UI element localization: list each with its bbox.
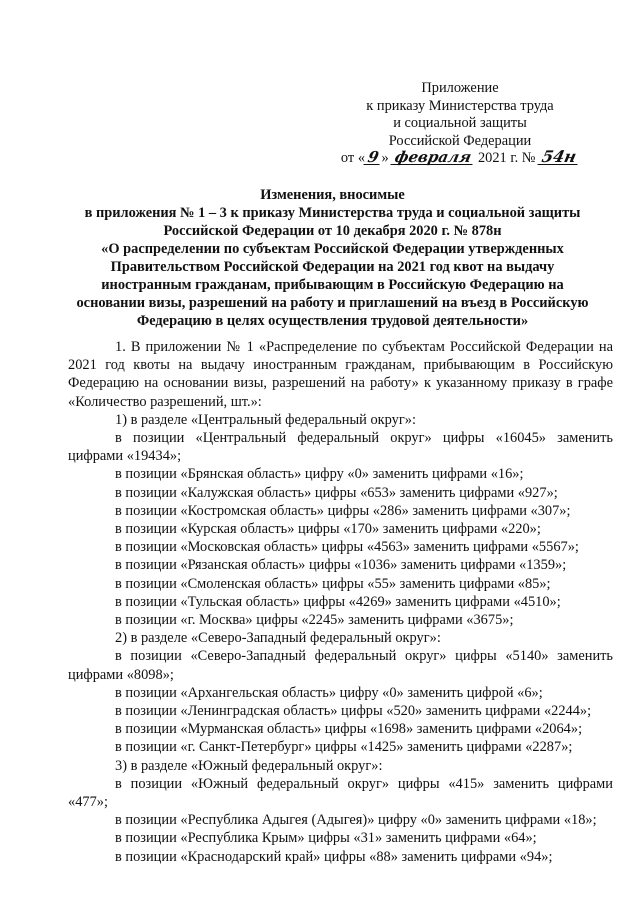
title-line-7: основании визы, разрешений на работу и приглашений на въезд в Российскую (76, 295, 589, 311)
title-line-6: иностранным гражданам, прибывающим в Российскую Федерацию на (101, 277, 564, 293)
date-mid: » (381, 150, 389, 166)
section-total-south: в позиции «Южный федеральный округ» цифры «415» заменить цифрами «477»; (68, 775, 613, 811)
approval-line-3: и социальной защиты (393, 115, 527, 131)
title-line-3: Российской Федерации от 10 декабря 2020 г. № 878н (163, 223, 502, 239)
section-total-northwest: в позиции «Северо-Западный федеральный округ» цифры «5140» заменить цифрами «8098»; (68, 648, 613, 683)
approval-line-2: к приказу Министерства труда (366, 97, 554, 114)
title-line-2: в приложения № 1 – 3 к приказу Министерства труда и социальной защиты (84, 205, 581, 221)
title-line-4: «О распределении по субъектам Российской Федерации утвержденных (101, 241, 564, 257)
section-heading-northwest: 2) в разделе «Северо-Западный федеральный округ»: (115, 630, 441, 647)
date-year: 2021 г. № (477, 150, 536, 166)
list-item: в позиции «Ленинградская область» цифры «520» заменить цифрами «2244»; (115, 703, 592, 720)
list-item: в позиции «Смоленская область» цифры «55» заменить цифрами «85»; (115, 575, 551, 592)
list-item: в позиции «Краснодарский край» цифры «88» заменить цифрами «94»; (115, 848, 553, 865)
list-item: в позиции «Рязанская область» цифры «1036» заменить цифрами «1359»; (115, 557, 567, 574)
handwritten-day: 9 (363, 150, 383, 165)
title-line-1: Изменения, вносимые (260, 187, 405, 203)
handwritten-month: февраля (391, 150, 476, 165)
list-item: в позиции «Мурманская область» цифры «1698» заменить цифрами «2064»; (115, 721, 583, 738)
section-heading-south: 3) в разделе «Южный федеральный округ»: (115, 757, 383, 774)
list-item: в позиции «Калужская область» цифры «653» заменить цифрами «927»; (115, 484, 558, 501)
approval-date-line (330, 147, 590, 168)
title-line-8: Федерацию в целях осуществления трудовой деятельности» (136, 313, 529, 329)
approval-block (330, 80, 590, 168)
list-item: в позиции «Республика Адыгея (Адыгея)» цифру «0» заменить цифрами «18»; (115, 812, 597, 829)
list-item: в позиции «Костромская область» цифры «286» заменить цифрами «307»; (115, 502, 571, 519)
list-item: в позиции «Курская область» цифры «170» заменить цифрами «220»; (115, 521, 541, 538)
list-item: в позиции «г. Санкт-Петербург» цифры «1425» заменить цифрами «2287»; (115, 739, 573, 756)
approval-line-1: Приложение (421, 80, 499, 96)
section-total-central: в позиции «Центральный федеральный округ» цифры «16045» заменить цифрами «19434»; (68, 430, 613, 465)
list-item: в позиции «Тульская область» цифры «4269» заменить цифрами «4510»; (115, 593, 561, 610)
list-item: в позиции «Московская область» цифры «4563» заменить цифрами «5567»; (115, 539, 579, 556)
list-item: в позиции «Брянская область» цифру «0» заменить цифрами «16»; (115, 466, 524, 483)
list-item: в позиции «Республика Крым» цифры «31» заменить цифрами «64»; (115, 830, 537, 847)
date-prefix: от « (340, 150, 366, 166)
approval-line-4: Российской Федерации (388, 132, 532, 149)
paragraph-1: 1. В приложении № 1 «Распределение по субъектам Российской Федерации на 2021 год квоты на выдачу иностранным гражданам, прибывающим в Российскую Федерацию на основании визы, разрешений на работу» к указанному приказу в графе «Количество разрешений, шт.»: (68, 339, 613, 410)
handwritten-order-number: 54н (538, 150, 581, 165)
document-title (60, 186, 605, 330)
section-heading-central: 1) в разделе «Центральный федеральный округ»: (115, 411, 416, 428)
document-body (68, 338, 613, 866)
list-item: в позиции «Архангельская область» цифру «0» заменить цифрой «6»; (115, 684, 543, 701)
title-line-5: Правительством Российской Федерации на 2021 год квот на выдачу (110, 259, 555, 275)
list-item: в позиции «г. Москва» цифры «2245» заменить цифрами «3675»; (115, 612, 514, 629)
